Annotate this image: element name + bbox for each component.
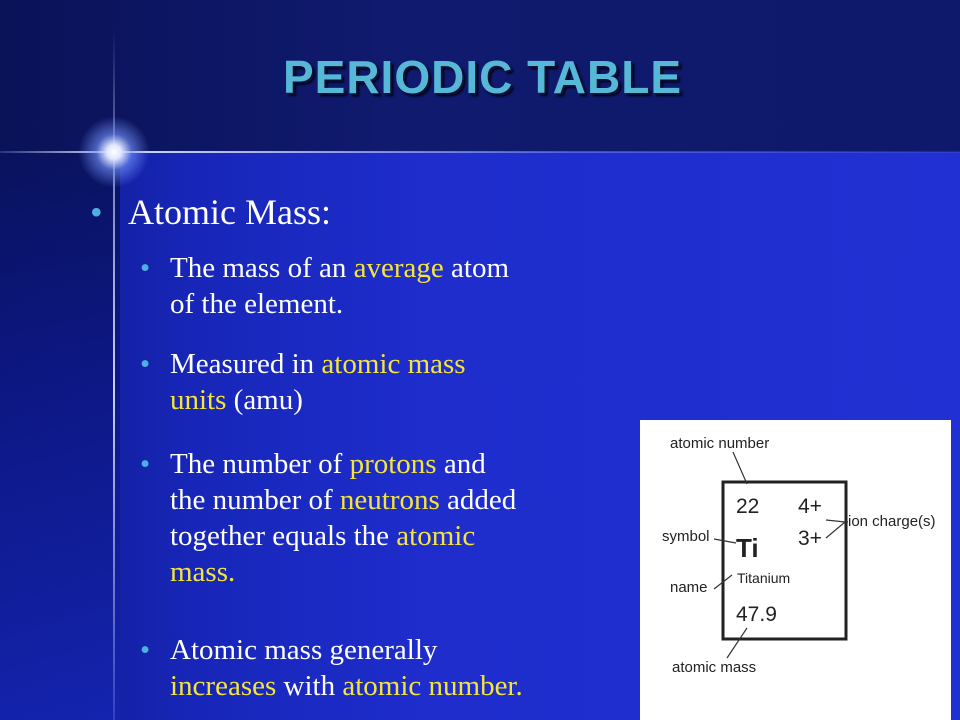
- bullet-line: [170, 668, 620, 704]
- highlighted-term: atomic mass: [321, 348, 466, 380]
- text-segment: and: [436, 448, 486, 480]
- text-segment: added: [439, 484, 517, 516]
- highlighted-term: atomic number.: [342, 670, 523, 702]
- highlighted-term: average: [353, 252, 444, 284]
- highlighted-term: units: [170, 384, 227, 416]
- bullet-dot-icon: •: [90, 192, 103, 232]
- label-symbol: symbol: [662, 528, 710, 545]
- text-segment: The number of: [170, 448, 350, 480]
- bullet-line: [170, 446, 620, 482]
- heading-bullet: [90, 190, 610, 234]
- atomic-mass-pointer: [727, 628, 747, 658]
- bullet-line: [170, 482, 620, 518]
- text-segment: the number of: [170, 484, 340, 516]
- bullet-line: [170, 632, 620, 668]
- bullet-text: [170, 632, 620, 704]
- bullet-text: [170, 446, 620, 590]
- ion-charge-pointer-1: [826, 520, 845, 522]
- highlighted-term: increases: [170, 670, 277, 702]
- element-key-figure: [640, 420, 951, 720]
- text-segment: The mass of an: [170, 252, 354, 284]
- highlighted-term: protons: [349, 448, 437, 480]
- highlighted-term: neutrons: [339, 484, 440, 516]
- bullet-line: [170, 554, 620, 590]
- symbol-pointer: [714, 539, 736, 543]
- bullet-line: [170, 286, 620, 322]
- bullet-text: [170, 250, 620, 322]
- text-segment: Atomic mass generally: [170, 634, 438, 666]
- ion-charge-2: 3+: [798, 527, 822, 550]
- ion-charge-pointer-2: [826, 522, 845, 538]
- bullet-dot-icon: •: [140, 448, 151, 480]
- text-segment: of the element.: [170, 288, 344, 320]
- element-symbol: Ti: [736, 533, 759, 563]
- bullet-dot-icon: •: [140, 252, 151, 284]
- bullet-dot-icon: •: [140, 634, 151, 666]
- element-name: Titanium: [737, 570, 791, 586]
- text-segment: Measured in: [170, 348, 322, 380]
- atomic-number-pointer: [733, 452, 747, 484]
- bullet-line: [170, 518, 620, 554]
- heading-text: Atomic Mass:: [128, 192, 331, 232]
- label-ion-charges: ion charge(s): [848, 513, 936, 530]
- text-segment: with: [276, 670, 343, 702]
- bullet-dot-icon: •: [140, 348, 151, 380]
- highlighted-term: atomic: [396, 520, 476, 552]
- atomic-number-value: 22: [736, 495, 760, 518]
- bullet-line: [170, 250, 620, 286]
- bullet-line: [170, 346, 620, 382]
- label-atomic-number: atomic number: [670, 435, 770, 452]
- text-segment: (amu): [226, 384, 303, 416]
- slide-title: PERIODIC TABLE: [282, 51, 683, 103]
- text-segment: atom: [443, 252, 510, 284]
- ion-charge-1: 4+: [798, 495, 822, 518]
- bullet-text: [170, 346, 620, 418]
- bullet-line: [170, 382, 620, 418]
- text-segment: together equals the: [170, 520, 397, 552]
- highlighted-term: mass.: [170, 556, 236, 588]
- atomic-mass-value: 47.9: [736, 603, 777, 626]
- label-name: name: [670, 579, 708, 596]
- label-atomic-mass: atomic mass: [672, 659, 757, 676]
